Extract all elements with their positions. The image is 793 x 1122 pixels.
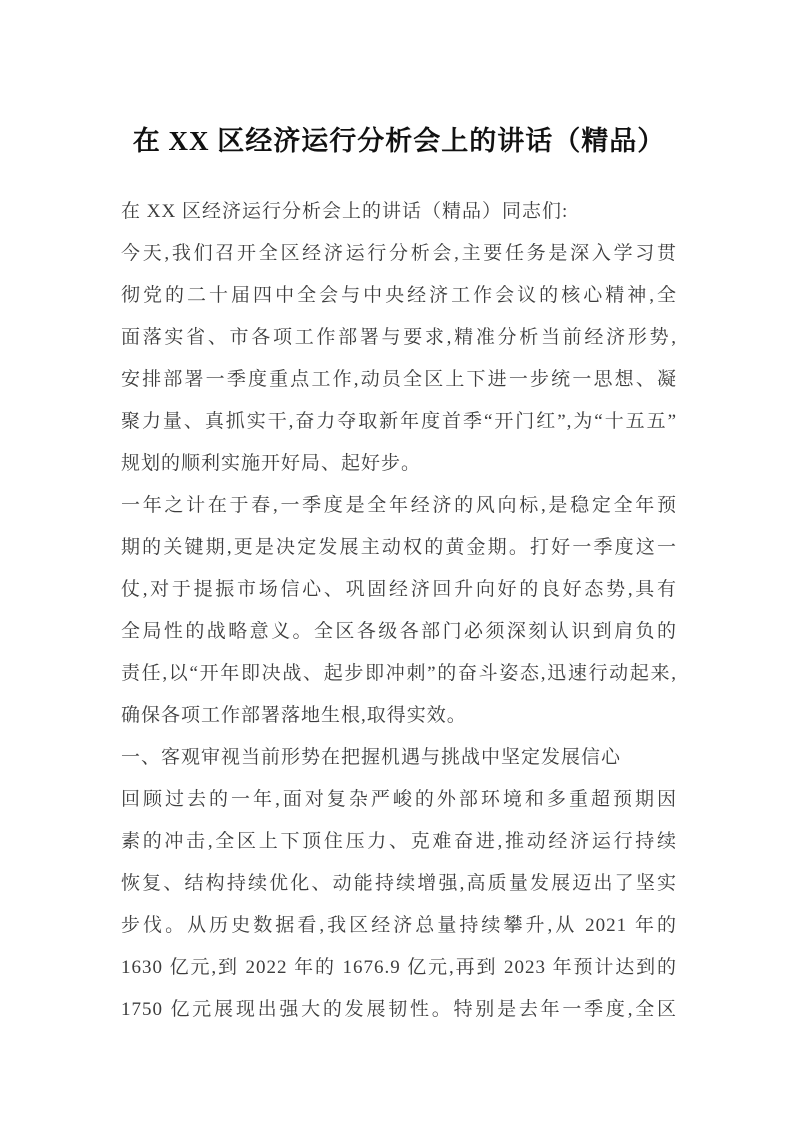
text-line: 一年之计在于春,一季度是全年经济的风向标,是稳定全年预 (121, 495, 677, 516)
text-line: 聚力量、真抓实干,奋力夺取新年度首季“开门红”,为“十五五” (121, 411, 677, 432)
document-body (121, 191, 677, 1031)
text-line: 安排部署一季度重点工作,动员全区上下进一步统一思想、凝 (121, 369, 677, 390)
text-line: 仗,对于提振市场信心、巩固经济回升向好的良好态势,具有 (121, 579, 677, 600)
text-line: 全局性的战略意义。全区各级各部门必须深刻认识到肩负的 (121, 621, 677, 642)
text-line: 回顾过去的一年,面对复杂严峻的外部环境和多重超预期因 (121, 789, 677, 810)
text-line: 面落实省、市各项工作部署与要求,精准分析当前经济形势, (121, 327, 677, 348)
text-line: 在 XX 区经济运行分析会上的讲话（精品）同志们: (121, 201, 569, 222)
text-line: 期的关键期,更是决定发展主动权的黄金期。打好一季度这一 (121, 537, 677, 558)
text-line: 恢复、结构持续优化、动能持续增强,高质量发展迈出了坚实 (121, 873, 677, 894)
text-line: 步伐。从历史数据看,我区经济总量持续攀升,从 2021 年的 (121, 915, 677, 936)
text-line: 1630 亿元,到 2022 年的 1676.9 亿元,再到 2023 年预计达到的 (121, 957, 677, 978)
text-line: 责任,以“开年即决战、起步即冲刺”的奋斗姿态,迅速行动起来, (121, 663, 677, 684)
text-line: 规划的顺利实施开好局、起好步。 (121, 453, 422, 474)
text-line: 彻党的二十届四中全会与中央经济工作会议的核心精神,全 (121, 285, 677, 306)
text-line: 素的冲击,全区上下顶住压力、克难奋进,推动经济运行持续 (121, 831, 677, 852)
text-line: 1750 亿元展现出强大的发展韧性。特别是去年一季度,全区 (121, 999, 677, 1020)
document-title: 在 XX 区经济运行分析会上的讲话（精品） (132, 126, 666, 156)
text-line: 今天,我们召开全区经济运行分析会,主要任务是深入学习贯 (121, 243, 677, 264)
text-line-section-heading: 一、客观审视当前形势在把握机遇与挑战中坚定发展信心 (121, 747, 622, 768)
text-line: 确保各项工作部署落地生根,取得实效。 (121, 705, 467, 726)
